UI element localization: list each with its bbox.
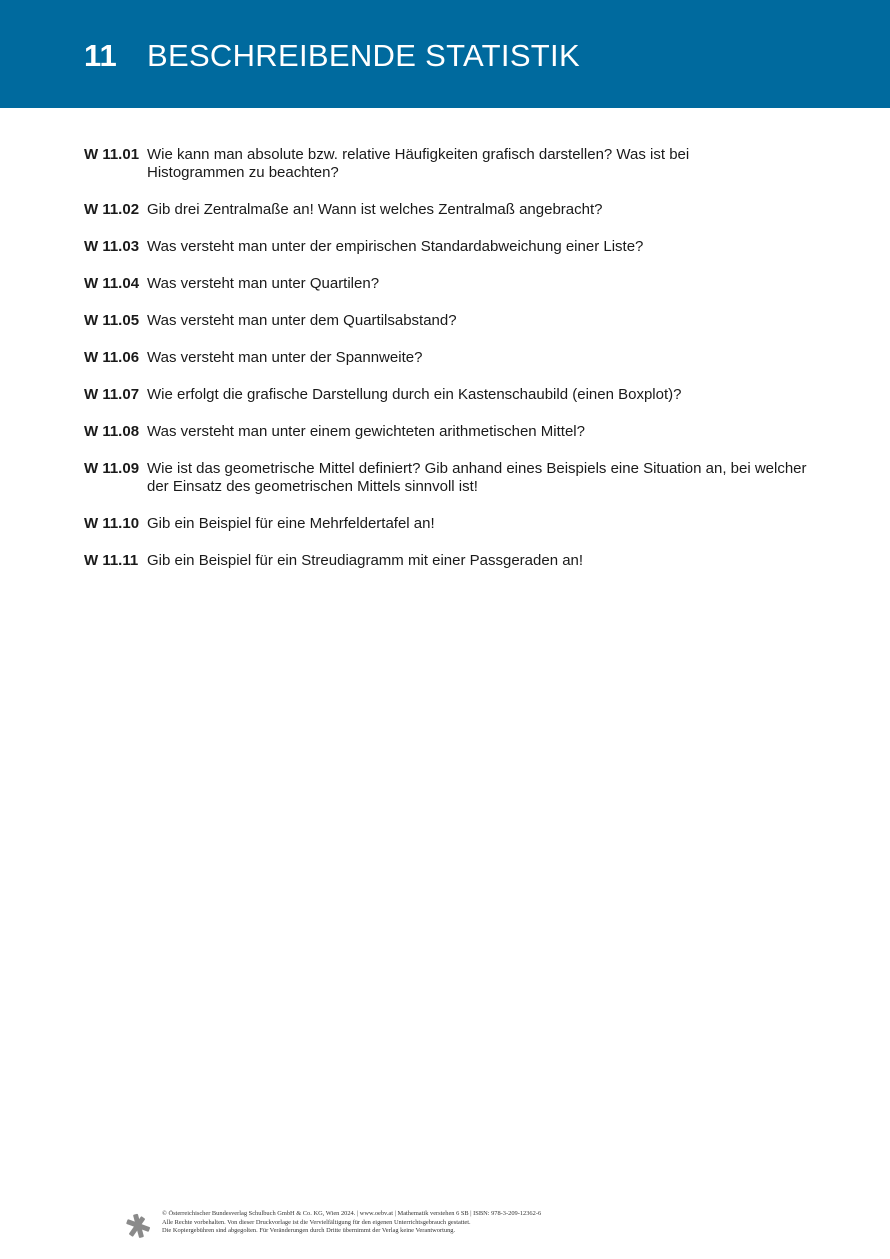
question-code: W 11.07 xyxy=(84,386,140,403)
question-item xyxy=(84,386,824,404)
question-item xyxy=(84,275,824,293)
question-text: Gib drei Zentralmaße an! Wann ist welches Zentralmaß angebracht? xyxy=(147,201,603,218)
question-code: W 11.11 xyxy=(84,552,139,569)
question-item xyxy=(84,312,824,330)
question-text: Was versteht man unter Quartilen? xyxy=(147,275,380,292)
question-code: W 11.08 xyxy=(84,423,140,440)
question-item xyxy=(84,515,824,533)
publisher-logo-icon xyxy=(124,1212,152,1240)
chapter-number: 11 xyxy=(84,38,117,73)
question-code: W 11.05 xyxy=(84,312,140,329)
page-footer xyxy=(124,1210,824,1244)
question-item xyxy=(84,349,824,367)
chapter-header xyxy=(0,0,890,108)
question-code: W 11.10 xyxy=(84,515,140,532)
question-text: Was versteht man unter der empirischen Standardabweichung einer Liste? xyxy=(147,238,644,255)
copyright-line: © Österreichischer Bundesverlag Schulbuch GmbH & Co. KG, Wien 2024. | www.oebv.at | Mathematik verstehen 6 SB | ISBN: 978-3-209-12362-6 xyxy=(162,1210,542,1217)
question-item xyxy=(84,238,824,256)
question-code: W 11.06 xyxy=(84,349,140,366)
question-text: Was versteht man unter der Spannweite? xyxy=(147,349,423,366)
rights-line: Alle Rechte vorbehalten. Von dieser Druckvorlage ist die Vervielfältigung für den eigenen Unterrichtsgebrauch gestattet. xyxy=(162,1218,471,1226)
question-code: W 11.01 xyxy=(84,146,140,163)
question-text: Was versteht man unter dem Quartilsabstand? xyxy=(147,312,457,329)
question-list xyxy=(84,146,824,589)
question-item xyxy=(84,146,824,182)
question-item xyxy=(84,460,824,496)
question-text: Wie kann man absolute bzw. relative Häufigkeiten grafisch darstellen? Was ist bei Histogrammen zu beachten? xyxy=(147,146,690,181)
question-text: Wie erfolgt die grafische Darstellung durch ein Kastenschaubild (einen Boxplot)? xyxy=(147,386,682,403)
question-code: W 11.04 xyxy=(84,275,140,292)
disclaimer-line: Die Kopiergebühren sind abgegolten. Für Veränderungen durch Dritte übernimmt der Verlag keine Verantwortung. xyxy=(162,1227,456,1235)
question-code: W 11.03 xyxy=(84,238,140,255)
question-text: Wie ist das geometrische Mittel definiert? Gib anhand eines Beispiels eine Situation an, bei welcher der Einsatz des geometrischen Mittels sinnvoll ist! xyxy=(147,460,807,495)
question-text: Gib ein Beispiel für eine Mehrfeldertafel an! xyxy=(147,515,435,532)
question-item xyxy=(84,201,824,219)
question-code: W 11.02 xyxy=(84,201,140,218)
chapter-title: BESCHREIBENDE STATISTIK xyxy=(147,38,580,73)
question-text: Gib ein Beispiel für ein Streudiagramm mit einer Passgeraden an! xyxy=(147,552,584,569)
copyright-notice xyxy=(162,1210,541,1236)
question-item xyxy=(84,423,824,441)
question-text: Was versteht man unter einem gewichteten arithmetischen Mittel? xyxy=(147,423,585,440)
question-item xyxy=(84,552,824,570)
question-code: W 11.09 xyxy=(84,460,140,477)
